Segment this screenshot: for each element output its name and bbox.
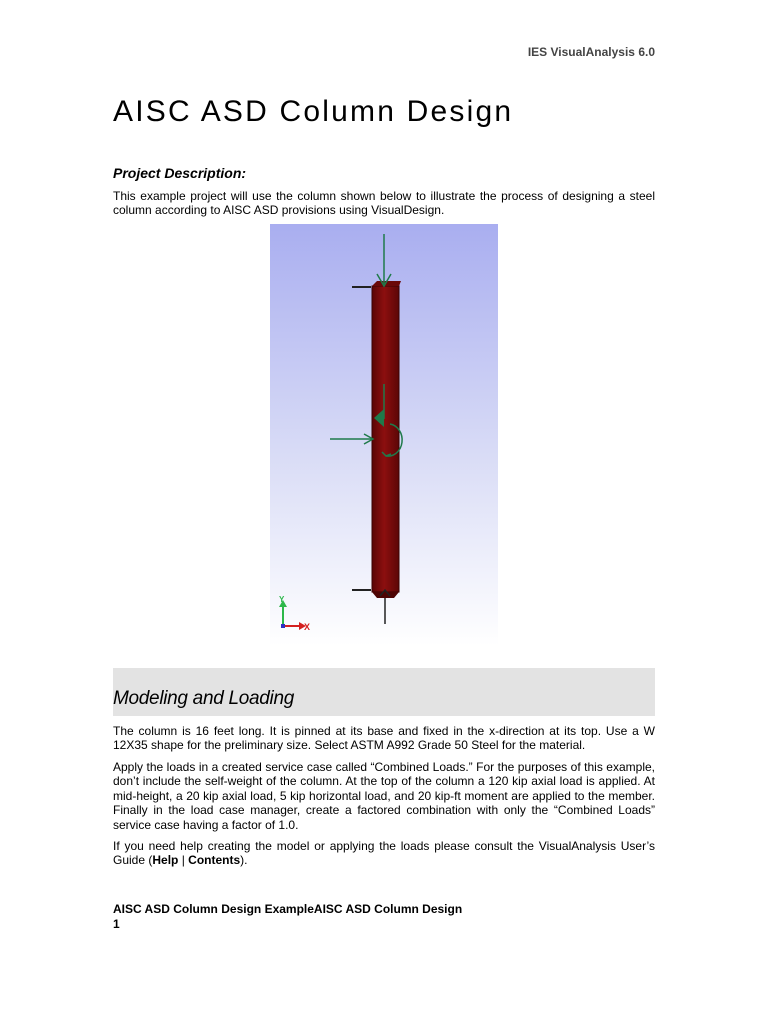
modeling-paragraph-3 (113, 839, 655, 868)
help-separator: | (178, 853, 189, 868)
page-footer (113, 902, 462, 932)
project-description-heading: Project Description: (113, 165, 247, 181)
help-text-prefix: If you need help creating the model or applying the loads please consult the VisualAnalysis User’s Guide ( (113, 839, 655, 868)
help-menu-ref: Help (152, 853, 179, 868)
contents-menu-ref: Contents (188, 853, 241, 868)
column-member (372, 286, 399, 592)
modeling-paragraph-2: Apply the loads in a created service case called “Combined Loads.” For the purposes of this example, don’t include the self-weight of the column. At the top of the column a 120 kip axial load is applied. At mid-height, a 20 kip axial load, 5 kip horizontal load, and 20 kip-ft moment are applied to the member. Finally in the load case manager, create a factored combination with only the “Combined Loads” service case having a factor of 1.0. (113, 760, 655, 832)
axis-y-label: Y (279, 595, 285, 604)
header-product-name: IES VisualAnalysis 6.0 (527, 45, 655, 59)
project-description-text: This example project will use the column shown below to illustrate the process of designing a steel column according to AISC ASD provisions using VisualDesign. (113, 189, 655, 218)
page-number: 1 (113, 917, 120, 931)
column-figure (270, 224, 498, 646)
modeling-section-band (113, 668, 655, 716)
modeling-paragraph-1: The column is 16 feet long. It is pinned at its base and fixed in the x-direction at its top. Use a W 12X35 shape for the preliminary size. Select ASTM A992 Grade 50 Steel for the material. (113, 724, 655, 753)
axis-x-label: X (304, 622, 311, 632)
footer-title: AISC ASD Column Design ExampleAISC ASD Column Design (113, 902, 463, 916)
column-diagram (270, 224, 498, 646)
help-text-suffix: ). (240, 853, 248, 868)
page-title: AISC ASD Column Design (113, 95, 514, 128)
column-bottom-cap (372, 592, 399, 598)
axis-origin (281, 624, 285, 628)
modeling-section-heading: Modeling and Loading (113, 688, 294, 709)
